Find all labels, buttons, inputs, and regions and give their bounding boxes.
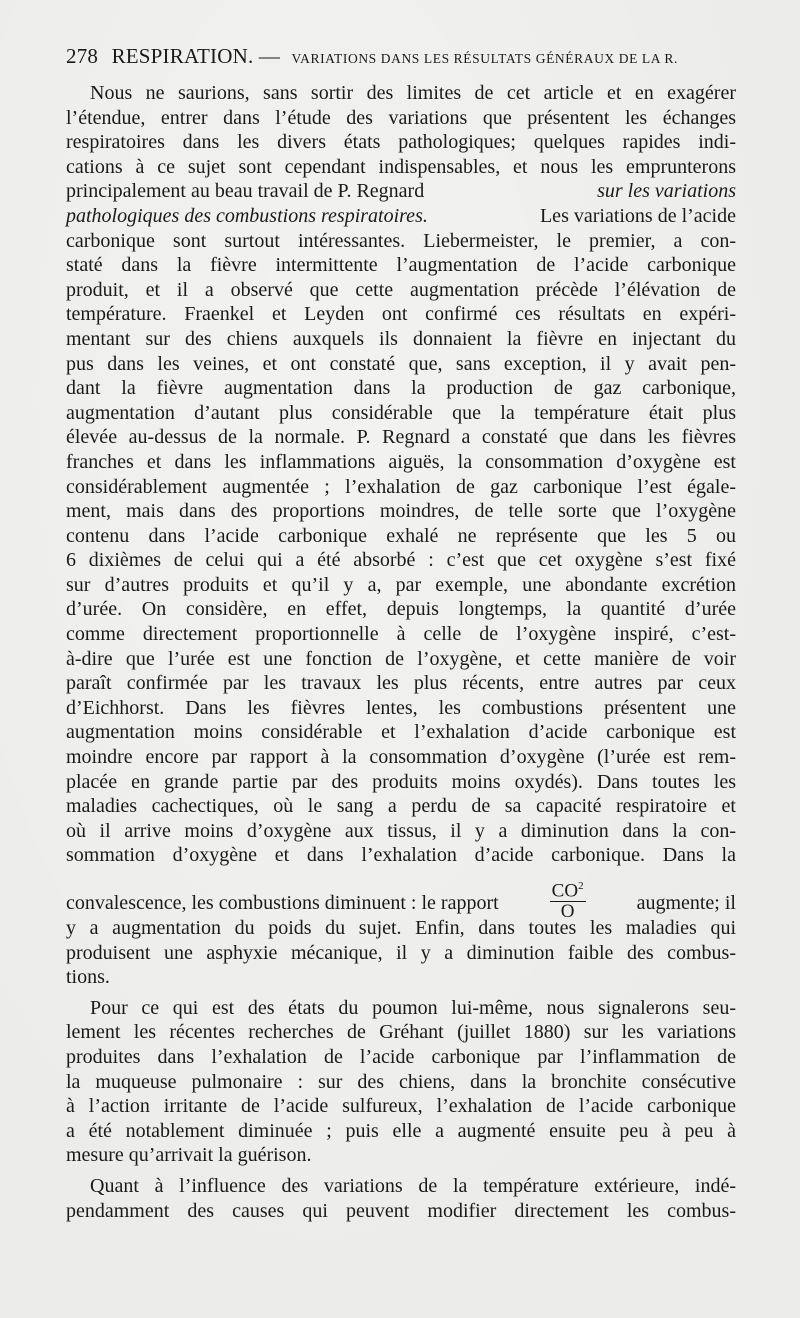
text-line: y a augmentation du poids du sujet. Enfin, dans toutes les maladies qui <box>66 917 736 939</box>
text-line: pus dans les veines, et ont constaté que, sans exception, il y avait pen- <box>66 352 736 375</box>
text-segment: Les variations de l’acide <box>539 204 736 227</box>
numerator-text: CO <box>551 880 579 901</box>
text-line: produisent une asphyxie mécanique, il y a diminution faible des combus- <box>66 941 736 964</box>
text-line: produit, et il a observé que cette augmentation précède l’élévation de <box>66 278 736 301</box>
text-line: sommation d’oxygène et dans l’exhalation d’acide carbonique. Dans la <box>66 844 736 867</box>
text-line: température. Fraenkel et Leyden ont confirmé ces résultats en expéri- <box>66 303 736 326</box>
text-line-with-italic <box>66 204 736 229</box>
fraction-co2-over-o <box>550 876 586 922</box>
header-dash: — <box>258 44 281 68</box>
text-line: staté dans la fièvre intermittente l’augmentation de l’acide carbonique <box>66 254 736 277</box>
text-line: d’urée. On considère, en effet, depuis longtemps, la quantité d’urée <box>66 598 736 621</box>
text-line: élevée au-dessus de la normale. P. Regnard a constaté que dans les fièvres <box>66 426 736 449</box>
text-line: paraît confirmée par les travaux les plus récents, entre autres par ceux <box>66 672 736 695</box>
text-line: tions. <box>66 966 110 989</box>
paragraph-2 <box>66 996 736 1168</box>
text-line: Pour ce qui est des états du poumon lui-même, nous signalerons seu- <box>90 996 736 1019</box>
text-line: 6 dixièmes de celui qui a été absorbé : c’est que cet oxygène s’est fixé <box>66 549 736 572</box>
text-segment: augmente; il <box>636 892 736 915</box>
body-text <box>66 81 736 1223</box>
text-line: d’Eichhorst. Dans les fièvres lentes, les combustions présentent une <box>66 696 736 719</box>
text-line: considérablement augmentée ; l’exhalation de gaz carbonique l’est égale- <box>66 475 736 498</box>
text-line: l’étendue, entrer dans l’étude des variations que présentent les échanges <box>66 106 736 129</box>
running-header <box>66 44 746 74</box>
text-line: ment, mais dans des proportions moindres, de telle sorte que l’oxygène <box>66 500 736 523</box>
text-line: à-dire que l’urée est une fonction de l’oxygène, et cette manière de voir <box>66 647 736 670</box>
text-line: la muqueuse pulmonaire : sur des chiens, dans la bronchite consécutive <box>66 1070 736 1093</box>
text-line: mentant sur des chiens auxquels ils donnaient la fièvre en injectant du <box>66 327 736 350</box>
italic-title-part2: pathologiques des combustions respiratoires. <box>66 204 428 227</box>
text-segment: principalement au beau travail de P. Regnard <box>66 180 425 203</box>
paragraph-1 <box>66 81 736 990</box>
page-number: 278 <box>66 44 99 68</box>
header-title: RESPIRATION. <box>111 44 254 68</box>
text-line: franches et dans les inflammations aiguës, la consommation d’oxygène est <box>66 450 736 473</box>
text-line: respiratoires dans les divers états pathologiques; quelques rapides indi- <box>66 131 736 154</box>
numerator-superscript: 2 <box>578 879 584 892</box>
text-line: où il arrive moins d’oxygène aux tissus, il y a diminution dans la con- <box>66 819 736 842</box>
text-segment: convalescence, les combustions diminuent : le rapport <box>66 892 499 915</box>
fraction-line <box>66 868 736 922</box>
text-line: cations à ce sujet sont cependant indispensables, et nous les emprunterons <box>66 155 736 178</box>
text-line: a été notablement diminuée ; puis elle a augmenté ensuite peu à peu à <box>66 1119 736 1142</box>
text-line-with-italic <box>66 179 736 204</box>
fraction-numerator <box>550 876 586 902</box>
italic-title-part1: sur les variations <box>597 180 736 203</box>
text-line: augmentation moins considérable et l’exhalation d’acide carbonique est <box>66 721 736 744</box>
text-line: à l’action irritante de l’acide sulfureux, l’exhalation de l’acide carbonique <box>66 1095 736 1118</box>
text-line: Nous ne saurions, sans sortir des limites de cet article et en exagérer <box>90 82 736 104</box>
text-line: lement les récentes recherches de Gréhant (juillet 1880) sur les variations <box>66 1021 736 1044</box>
text-line: placée en grande partie par des produits moins oxydés). Dans toutes les <box>66 770 736 793</box>
text-line: contenu dans l’acide carbonique exhalé ne représente que les 5 ou <box>66 524 736 547</box>
text-line: pendamment des causes qui peuvent modifier directement les combus- <box>66 1199 736 1222</box>
paragraph-3 <box>66 1174 736 1223</box>
text-line: produites dans l’exhalation de l’acide carbonique par l’inflammation de <box>66 1045 736 1068</box>
text-line: mesure qu’arrivait la guérison. <box>66 1144 312 1167</box>
text-line: Quant à l’influence des variations de la température extérieure, indé- <box>90 1174 736 1197</box>
text-line: dant la fièvre augmentation dans la production de gaz carbonique, <box>66 377 736 400</box>
running-title: VARIATIONS DANS LES RÉSULTATS GÉNÉRAUX DE LA R. <box>291 51 678 66</box>
text-line: augmentation d’autant plus considérable que la température était plus <box>66 401 736 424</box>
text-line: sur d’autres produits et qu’il y a, par exemple, une abondante excrétion <box>66 573 736 596</box>
fraction-denominator: O <box>560 901 575 922</box>
text-line: moindre encore par rapport à la consommation d’oxygène (l’urée est rem- <box>66 746 736 769</box>
text-line: maladies cachectiques, où le sang a perdu de sa capacité respiratoire et <box>66 795 736 818</box>
text-line: carbonique sont surtout intéressantes. Liebermeister, le premier, a con- <box>66 229 736 252</box>
text-line: comme directement proportionnelle à celle de l’oxygène inspiré, c’est- <box>66 623 736 646</box>
